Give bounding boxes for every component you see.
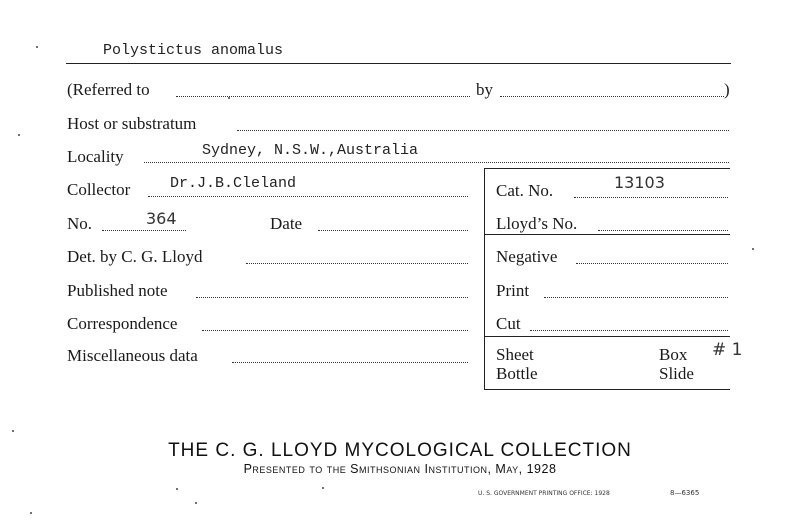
- locality-line: [144, 162, 729, 163]
- box-left-border: [484, 168, 485, 390]
- speck: [36, 46, 38, 48]
- negative-line: [576, 263, 728, 264]
- box-number: # 1: [712, 340, 743, 360]
- host-line: [237, 130, 729, 131]
- speck: [195, 502, 197, 504]
- close-paren: ): [724, 80, 730, 99]
- print-line: [544, 297, 728, 298]
- locality-value: Sydney, N.S.W.,Australia: [202, 142, 419, 159]
- printing-office-note: U. S. GOVERNMENT PRINTING OFFICE: 1928: [478, 490, 610, 497]
- speck: [228, 97, 230, 99]
- correspondence-line: [202, 330, 468, 331]
- speck: [12, 430, 14, 432]
- det-by-line: [246, 263, 468, 264]
- speck: [176, 488, 178, 490]
- lloyds-rule: [484, 234, 730, 235]
- date-line: [318, 230, 468, 231]
- cat-no-value: 13103: [614, 173, 665, 192]
- top-rule: [66, 63, 731, 64]
- correspondence-label: Correspondence: [67, 314, 178, 333]
- collector-label: Collector: [67, 180, 131, 199]
- by-label: by: [476, 80, 493, 99]
- box-label: Box: [659, 345, 688, 364]
- species-name: Polystictus anomalus: [103, 42, 284, 59]
- box-top-border: [484, 168, 730, 169]
- referred-to-line: [176, 96, 470, 97]
- cut-label: Cut: [496, 314, 521, 333]
- host-label: Host or substratum: [67, 114, 197, 133]
- negative-label: Negative: [496, 247, 558, 266]
- cut-rule: [484, 336, 730, 337]
- box-bottom-border: [484, 389, 730, 390]
- sheet-label: Sheet: [496, 345, 534, 364]
- collector-line: [148, 196, 468, 197]
- speck: [18, 134, 20, 136]
- collection-subtitle: Presented to the Smithsonian Institution, May, 1928: [243, 462, 557, 476]
- published-note-line: [196, 297, 468, 298]
- locality-label: Locality: [67, 147, 124, 166]
- slide-label: Slide: [659, 364, 694, 383]
- bottle-label: Bottle: [496, 364, 538, 383]
- collector-value: Dr.J.B.Cleland: [170, 175, 297, 192]
- no-line: [102, 230, 186, 231]
- cat-no-line: [574, 197, 728, 198]
- published-note-label: Published note: [67, 281, 168, 300]
- speck: [322, 487, 324, 489]
- no-value: 364: [146, 209, 177, 228]
- lloyds-no-line: [598, 230, 728, 231]
- by-line: [500, 96, 724, 97]
- det-by-label: Det. by C. G. Lloyd: [67, 247, 203, 266]
- lloyds-no-label: Lloyd’s No.: [496, 214, 578, 233]
- cat-no-label: Cat. No.: [496, 181, 554, 200]
- speck: [752, 248, 754, 250]
- cut-line: [530, 330, 728, 331]
- collection-title: THE C. G. LLOYD MYCOLOGICAL COLLECTION: [168, 440, 632, 461]
- referred-to-label: (Referred to: [67, 80, 150, 99]
- print-label: Print: [496, 281, 530, 300]
- misc-data-line: [232, 362, 468, 363]
- date-label: Date: [270, 214, 303, 233]
- form-number: 8—6365: [670, 489, 700, 497]
- misc-data-label: Miscellaneous data: [67, 346, 198, 365]
- no-label: No.: [67, 214, 93, 233]
- speck: [30, 512, 32, 514]
